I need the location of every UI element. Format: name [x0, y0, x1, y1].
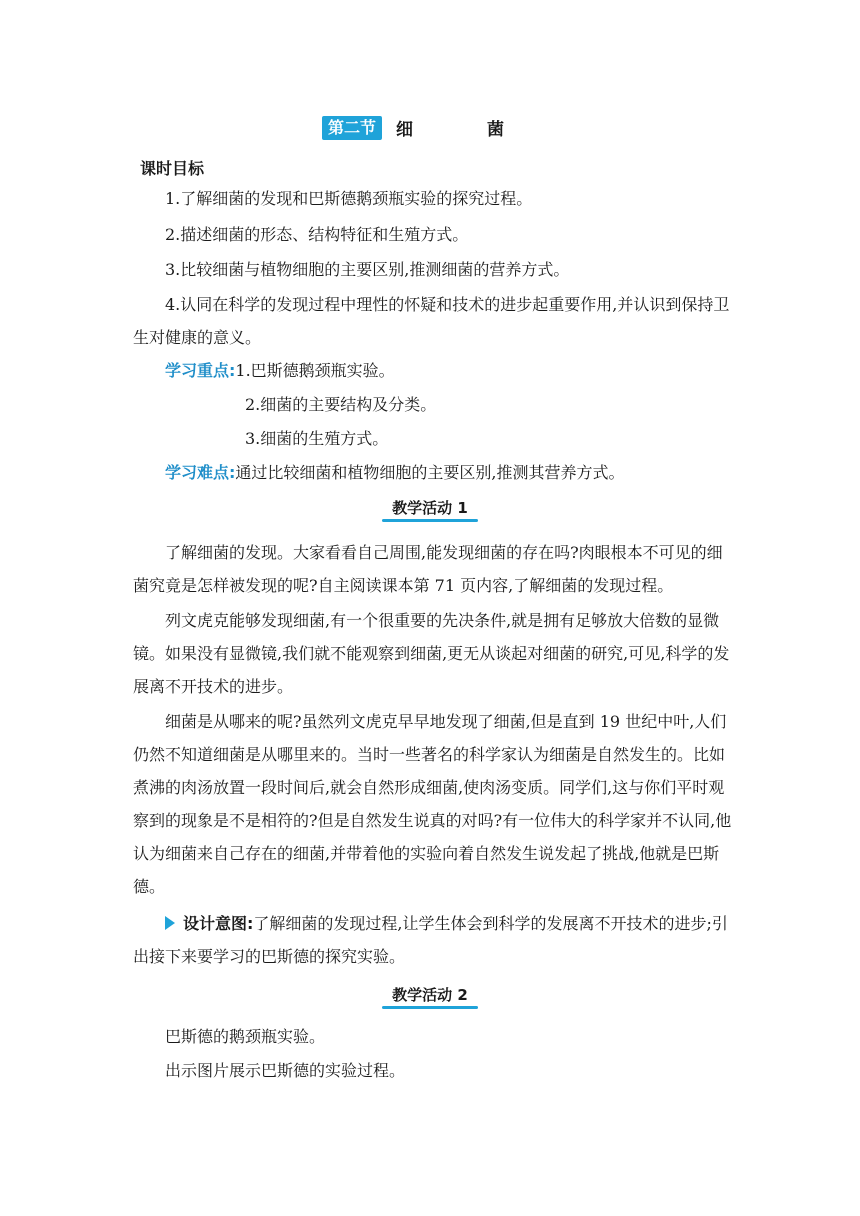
activity2-heading-wrap — [0, 984, 860, 1009]
activity1-paragraph-2: 列文虎克能够发现细菌,有一个很重要的先决条件,就是拥有足够放大倍数的显微镜。如果没有显微镜,我们就不能观察到细菌,更无从谈起对细菌的研究,可见,科学的发展离不开技术的进步。 — [133, 611, 730, 696]
design-intent-text: 了解细菌的发现过程,让学生体会到科学的发展离不开技术的进步;引出接下来要学习的巴斯德的探究实验。 — [133, 914, 728, 966]
key-point-2: 2.细菌的主要结构及分类。 — [245, 395, 437, 414]
activity1-paragraph-3: 细菌是从哪来的呢?虽然列文虎克早早地发现了细菌,但是直到 19 世纪中叶,人们仍然不知道细菌是从哪里来的。当时一些著名的科学家认为细菌是自然发生的。比如煮沸的肉汤放置一段时间后,就会自然形成细菌,使肉汤变质。同学们,这与你们平时观察到的现象是不是相符的?但是自然发生说真的对吗?有一位伟大的科学家并不认同,他认为细菌来自己存在的细菌,并带着他的实验向着自然发生说发起了挑战,他就是巴斯德。 — [133, 712, 732, 896]
difficulty-text: 通过比较细菌和植物细胞的主要区别,推测其营养方式。 — [235, 463, 625, 482]
objectives-heading: 课时目标 — [140, 159, 205, 178]
activity1-heading: 教学活动 1 — [382, 497, 478, 522]
key-points-label: 学习重点: — [165, 361, 236, 380]
activity1-heading-wrap — [0, 497, 860, 522]
design-intent — [133, 907, 733, 973]
key-points-row — [133, 354, 733, 387]
objective-item-4: 4.认同在科学的发现过程中理性的怀疑和技术的进步起重要作用,并认识到保持卫生对健康的意义。 — [133, 295, 730, 347]
key-point-3: 3.细菌的生殖方式。 — [245, 429, 389, 448]
difficulty-row — [133, 456, 733, 489]
activity2-paragraph-2: 出示图片展示巴斯德的实验过程。 — [165, 1061, 406, 1080]
activity2-paragraph-1: 巴斯德的鹅颈瓶实验。 — [165, 1027, 326, 1046]
play-triangle-icon — [165, 916, 175, 930]
activity1-paragraph-1: 了解细菌的发现。大家看看自己周围,能发现细菌的存在吗?肉眼根本不可见的细菌究竟是怎样被发现的呢?自主阅读课本第 71 页内容,了解细菌的发现过程。 — [133, 543, 723, 595]
activity2-heading: 教学活动 2 — [382, 984, 478, 1009]
objective-item-2: 2.描述细菌的形态、结构特征和生殖方式。 — [165, 225, 469, 244]
design-intent-label: 设计意图: — [183, 914, 254, 933]
objective-item-3: 3.比较细菌与植物细胞的主要区别,推测细菌的营养方式。 — [165, 260, 570, 279]
section-title-row — [0, 115, 860, 140]
section-badge: 第二节 — [322, 116, 382, 140]
section-title: 细 菌 — [396, 120, 538, 140]
objective-item-1: 1.了解细菌的发现和巴斯德鹅颈瓶实验的探究过程。 — [165, 189, 533, 208]
key-point-1: 1.巴斯德鹅颈瓶实验。 — [235, 361, 395, 380]
difficulty-label: 学习难点: — [165, 463, 236, 482]
